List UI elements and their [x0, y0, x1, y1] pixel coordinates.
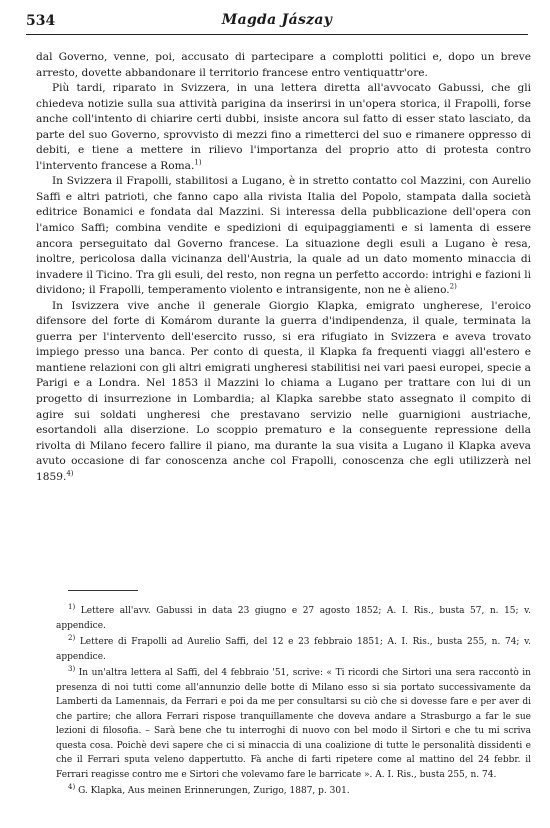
paragraph: In Svizzera il Frapolli, stabilitosi a Lugano, è in stretto contatto col Mazzini, con Aurelio Saffi e altri patrioti, che fanno capo alla rivista Italia del Popolo, stampata dalla società editrice Bonamici e fondata dal Mazzini. Si interessa della pubblicazione dell'opera con l'amico Saffi; combina vendite e spedizioni di equipaggiamenti e si lamenta di essere ancora perseguitato dal Governo francese. La situazione degli esuli a Lugano è resa, inoltre, pericolosa dalla vicinanza dell'Austria, la quale ad un dato momento minaccia di invadere il Ticino. Tra gli esuli, del resto, non regna un perfetto accordo: intrighi e fazioni li dividono; il Frapolli, temperamento violento e intransigente, non ne è alieno.$^{2)}$ [36, 175, 531, 297]
footnote: $^{3)}$ In un'altra lettera al Saffi, del 4 febbraio '51, scrive: « Ti ricordi che Sirtori una sera raccontò in presenza di noi tutti come all'annunzio delle botte di Milano esso si sia portato successivamente da Lamberti da Lamennais, da Ferrari e poi da me per consultarsi su ciò che si dovesse fare e per aver di che partire; che allora Ferrari rispose tranquillamente che doveva andare a Strasburgo a far le sue lezioni di filosofia. – Sarà bene che tu interroghi di nuovo con bel modo il Sirtori e che tu mi scriva questa cosa. Poichè devi sapere che ci si minaccia di una coalizione di tutte le personalità dissidenti e che il Ferrari sputa veleno dappertutto. Fà anche di farti ripetere come al mattino del 24 febbr. il Ferrari reagisse contro me e Sirtori che volevamo fare le barricate ». A. I. Ris., busta 255, n. 74. [56, 665, 531, 780]
main-text [36, 50, 531, 485]
footnote: $^{2)}$ Lettere di Frapolli ad Aurelio Saffi, del 12 e 23 febbraio 1851; A. I. Ris., busta 255, n. 74; v. appendice. [56, 634, 531, 662]
running-header [26, 12, 528, 35]
footnote-ref: 1) [194, 158, 202, 167]
footnote: $^{4)}$ G. Klapka, Aus meinen Erinnerungen, Zurigo, 1887, p. 301. [68, 783, 350, 796]
footnote-ref: 4) [66, 469, 74, 478]
footnotes [56, 604, 531, 799]
footnote-ref: 2) [449, 282, 457, 291]
paragraph: dal Governo, venne, poi, accusato di partecipare a complotti politici e, dopo un breve arresto, dovette abbandonare il territorio francese entro ventiquattr'ore. [36, 51, 531, 79]
paragraph: Più tardi, riparato in Svizzera, in una lettera diretta all'avvocato Gabussi, che gli chiedeva notizie sulla sua attività parigina da inserirsi in un'opera storica, il Frapolli, forse anche coll'intento di chiarire certi dubbi, insiste ancora sul fatto di esser stato lasciato, da parte del suo Governo, sprovvisto di mezzi fino a rimetterci del suo e rimanere oppresso di debiti, e tiene a mettere in rilievo l'importanza del proprio atto di protesta contro l'intervento francese a Roma.$^{1)}$ [36, 82, 531, 172]
running-head-author: Magda Jászay [221, 12, 333, 28]
page-number: 534 [26, 13, 56, 29]
paragraph: In Isvizzera vive anche il generale Giorgio Klapka, emigrato ungherese, l'eroico difensore del forte di Komárom durante la guerra d'indipendenza, il quale, terminata la guerra per l'intervento dell'esercito russo, si era rifugiato in Svizzera e aveva trovato impiego presso una banca. Per conto di questa, il Klapka fa frequenti viaggi all'estero e mantiene relazioni con gli altri emigrati ungheresi stabilitisi nei vari paesi europei, specie a Parigi e a Londra. Nel 1853 il Mazzini lo chiama a Lugano per trattare con lui di un progetto di insurrezione in Lombardia; al Klapka sarebbe stato assegnato il compito di agire sui soldati ungheresi che prestavano servizio nelle guarnigioni austriache, esortandoli alla diserzione. Lo scoppio prematuro e la conseguente repressione della rivolta di Milano fecero fallire il piano, ma durante la sua visita a Lugano il Klapka aveva avuto occasione di far conoscenza anche col Frapolli, conoscenza che egli utilizzerà nel 1859.$^{4)}$ [36, 299, 531, 483]
footnote: $^{1)}$ Lettere all'avv. Gabussi in data 23 giugno e 27 agosto 1852; A. I. Ris., busta 57, n. 15; v. appendice. [56, 603, 531, 631]
footnote-separator [68, 590, 138, 591]
